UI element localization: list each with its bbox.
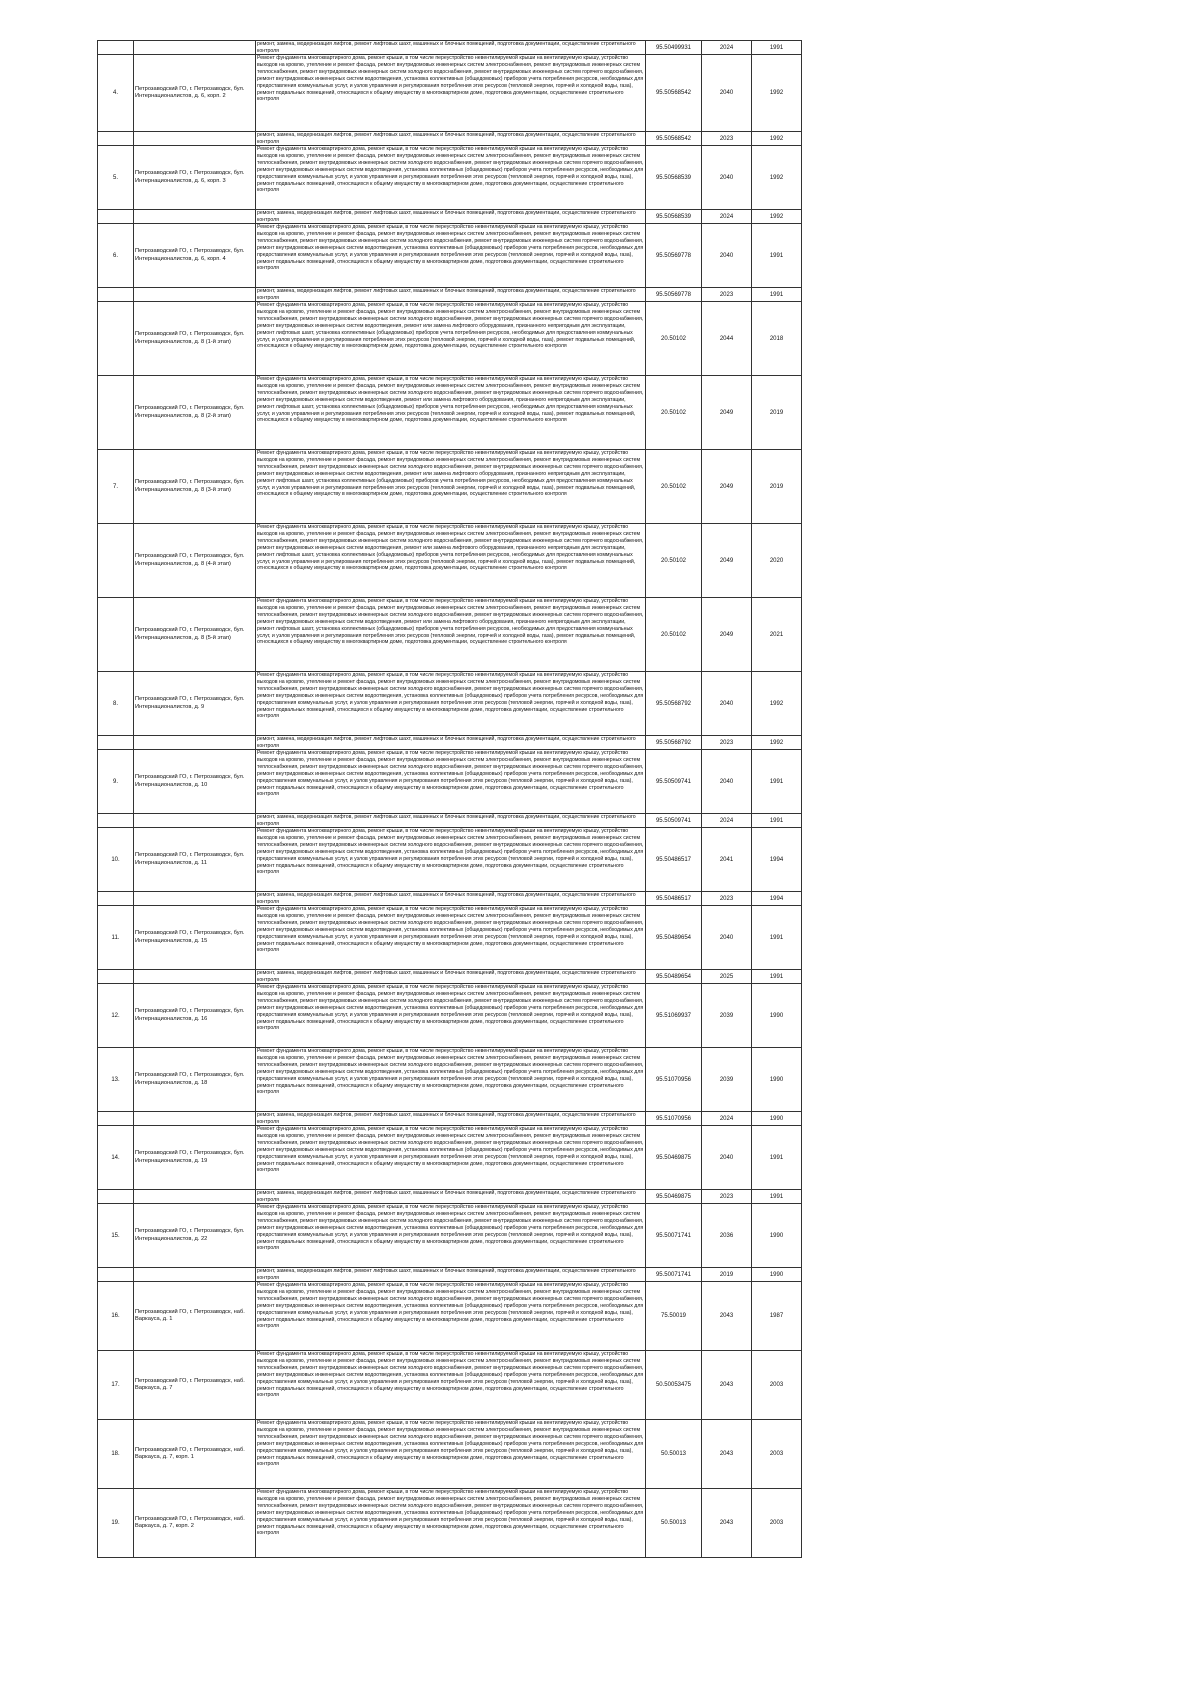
planned-year-cell: 2023 — [702, 1190, 752, 1204]
build-year-cell: 1991 — [752, 288, 802, 302]
row-number-cell: 19. — [98, 1489, 134, 1558]
planned-year-cell: 2023 — [702, 892, 752, 906]
table-row — [98, 1112, 802, 1126]
works-description-text: Ремонт фундамента многоквартирного дома, ремонт крыши, в том числе переустройство невентилируемой крыши на вентилируемую крышу, устройство выходов на кровлю, утепление и ремонт фасада, ремонт внутридомовых инженерных систем электроснабжения, ремонт внутридомовых инженерных систем теплоснабжения, ремонт внутридомовых инженерных систем холодного водоснабжения, ремонт внутридомовых инженерных систем горячего водоснабжения, ремонт внутридомовых инженерных систем водоотведения, ремонт или замена лифтового оборудования, признанного непригодным для эксплуатации, ремонт лифтовых шахт, установка коллективных (общедомовых) приборов учета потребления ресурсов, необходимых для предоставления коммунальных услуг, и узлов управления и регулирования потребления этих ресурсов (тепловой энергии, горячей и холодной воды, газа), ремонт подвальных помещений, относящихся к общему имуществу в многоквартирном доме, подготовка документации, осуществление строительного контроля — [257, 524, 644, 572]
works-description-cell — [256, 1112, 646, 1126]
row-number-cell: 13. — [98, 1048, 134, 1112]
table-row — [98, 146, 802, 210]
works-description-text: Ремонт фундамента многоквартирного дома, ремонт крыши, в том числе переустройство невентилируемой крыши на вентилируемую крышу, устройство выходов на кровлю, утепление и ремонт фасада, ремонт внутридомовых инженерных систем электроснабжения, ремонт внутридомовых инженерных систем теплоснабжения, ремонт внутридомовых инженерных систем холодного водоснабжения, ремонт внутридомовых инженерных систем горячего водоснабжения, ремонт внутридомовых инженерных систем водоотведения, установка коллективных (общедомовых) приборов учета потребления ресурсов, необходимых для предоставления коммунальных услуг, и узлов управления и регулирования потребления этих ресурсов (тепловой энергии, горячей и холодной воды, газа), ремонт подвальных помещений, относящихся к общему имуществу в многоквартирном доме, подготовка документации, осуществление строительного контроля — [257, 55, 644, 103]
planned-year-cell: 2023 — [702, 736, 752, 750]
row-number-cell: 5. — [98, 146, 134, 210]
row-number-cell — [98, 1112, 134, 1126]
planned-year-cell: 2039 — [702, 984, 752, 1048]
works-description-cell — [256, 224, 646, 288]
planned-year-cell: 2043 — [702, 1420, 752, 1489]
row-number-cell — [98, 814, 134, 828]
table-row — [98, 450, 802, 524]
house-code-cell: 95.50568792 — [646, 736, 702, 750]
planned-year-cell: 2041 — [702, 828, 752, 892]
works-description-cell — [256, 288, 646, 302]
works-description-cell — [256, 1282, 646, 1351]
works-description-cell — [256, 302, 646, 376]
works-description-text: Ремонт фундамента многоквартирного дома, ремонт крыши, в том числе переустройство невентилируемой крыши на вентилируемую крышу, устройство выходов на кровлю, утепление и ремонт фасада, ремонт внутридомовых инженерных систем электроснабжения, ремонт внутридомовых инженерных систем теплоснабжения, ремонт внутридомовых инженерных систем холодного водоснабжения, ремонт внутридомовых инженерных систем горячего водоснабжения, ремонт внутридомовых инженерных систем водоотведения, установка коллективных (общедомовых) приборов учета потребления ресурсов, необходимых для предоставления коммунальных услуг, и узлов управления и регулирования потребления этих ресурсов (тепловой энергии, горячей и холодной воды, газа), ремонт подвальных помещений, относящихся к общему имуществу в многоквартирном доме, подготовка документации, осуществление строительного контроля — [257, 906, 644, 954]
works-description-text: Ремонт фундамента многоквартирного дома, ремонт крыши, в том числе переустройство невентилируемой крыши на вентилируемую крышу, устройство выходов на кровлю, утепление и ремонт фасада, ремонт внутридомовых инженерных систем электроснабжения, ремонт внутридомовых инженерных систем теплоснабжения, ремонт внутридомовых инженерных систем холодного водоснабжения, ремонт внутридомовых инженерных систем горячего водоснабжения, ремонт внутридомовых инженерных систем водоотведения, установка коллективных (общедомовых) приборов учета потребления ресурсов, необходимых для предоставления коммунальных услуг, и узлов управления и регулирования потребления этих ресурсов (тепловой энергии, горячей и холодной воды, газа), ремонт подвальных помещений, относящихся к общему имуществу в многоквартирном доме, подготовка документации, осуществление строительного контроля — [257, 224, 644, 272]
works-description-cell — [256, 450, 646, 524]
row-number-cell: 15. — [98, 1204, 134, 1268]
address-cell: Петрозаводский ГО, г. Петрозаводск, бул. Интернационалистов, д. 8 (2-й этап) — [134, 376, 256, 450]
works-description-cell — [256, 1489, 646, 1558]
build-year-cell: 1992 — [752, 146, 802, 210]
planned-year-cell: 2049 — [702, 598, 752, 672]
row-number-cell — [98, 210, 134, 224]
address-cell — [134, 970, 256, 984]
works-description-cell — [256, 1126, 646, 1190]
planned-year-cell: 2040 — [702, 750, 752, 814]
row-number-cell — [98, 132, 134, 146]
address-cell: Петрозаводский ГО, г. Петрозаводск, бул. Интернационалистов, д. 22 — [134, 1204, 256, 1268]
address-cell: Петрозаводский ГО, г. Петрозаводск, наб. Варкауса, д. 7, корп. 1 — [134, 1420, 256, 1489]
works-description-text: ремонт, замена, модернизация лифтов, ремонт лифтовых шахт, машинных и блочных помещений, подготовка документации, осуществление строительного контроля — [257, 814, 636, 826]
house-code-cell: 95.50568542 — [646, 55, 702, 132]
planned-year-cell: 2043 — [702, 1282, 752, 1351]
build-year-cell: 1992 — [752, 132, 802, 146]
works-description-cell — [256, 1190, 646, 1204]
house-code-cell: 95.51070956 — [646, 1048, 702, 1112]
works-description-cell — [256, 524, 646, 598]
row-number-cell: 7. — [98, 450, 134, 524]
build-year-cell: 1991 — [752, 1190, 802, 1204]
build-year-cell: 2019 — [752, 450, 802, 524]
address-cell: Петрозаводский ГО, г. Петрозаводск, бул. Интернационалистов, д. 8 (1-й этап) — [134, 302, 256, 376]
works-description-text: Ремонт фундамента многоквартирного дома, ремонт крыши, в том числе переустройство невентилируемой крыши на вентилируемую крышу, устройство выходов на кровлю, утепление и ремонт фасада, ремонт внутридомовых инженерных систем электроснабжения, ремонт внутридомовых инженерных систем теплоснабжения, ремонт внутридомовых инженерных систем холодного водоснабжения, ремонт внутридомовых инженерных систем горячего водоснабжения, ремонт внутридомовых инженерных систем водоотведения, установка коллективных (общедомовых) приборов учета потребления ресурсов, необходимых для предоставления коммунальных услуг, и узлов управления и регулирования потребления этих ресурсов (тепловой энергии, горячей и холодной воды, газа), ремонт подвальных помещений, относящихся к общему имуществу в многоквартирном доме, подготовка документации, осуществление строительного контроля — [257, 1351, 644, 1399]
build-year-cell: 1990 — [752, 1112, 802, 1126]
works-description-text: Ремонт фундамента многоквартирного дома, ремонт крыши, в том числе переустройство невентилируемой крыши на вентилируемую крышу, устройство выходов на кровлю, утепление и ремонт фасада, ремонт внутридомовых инженерных систем электроснабжения, ремонт внутридомовых инженерных систем теплоснабжения, ремонт внутридомовых инженерных систем холодного водоснабжения, ремонт внутридомовых инженерных систем горячего водоснабжения, ремонт внутридомовых инженерных систем водоотведения, установка коллективных (общедомовых) приборов учета потребления ресурсов, необходимых для предоставления коммунальных услуг, и узлов управления и регулирования потребления этих ресурсов (тепловой энергии, горячей и холодной воды, газа), ремонт подвальных помещений, относящихся к общему имуществу в многоквартирном доме, подготовка документации, осуществление строительного контроля — [257, 1282, 644, 1330]
works-description-cell — [256, 1420, 646, 1489]
house-code-cell: 95.50568539 — [646, 210, 702, 224]
works-description-text: Ремонт фундамента многоквартирного дома, ремонт крыши, в том числе переустройство невентилируемой крыши на вентилируемую крышу, устройство выходов на кровлю, утепление и ремонт фасада, ремонт внутридомовых инженерных систем электроснабжения, ремонт внутридомовых инженерных систем теплоснабжения, ремонт внутридомовых инженерных систем холодного водоснабжения, ремонт внутридомовых инженерных систем горячего водоснабжения, ремонт внутридомовых инженерных систем водоотведения, установка коллективных (общедомовых) приборов учета потребления ресурсов, необходимых для предоставления коммунальных услуг, и узлов управления и регулирования потребления этих ресурсов (тепловой энергии, горячей и холодной воды, газа), ремонт подвальных помещений, относящихся к общему имуществу в многоквартирном доме, подготовка документации, осуществление строительного контроля — [257, 1126, 644, 1174]
works-description-text: Ремонт фундамента многоквартирного дома, ремонт крыши, в том числе переустройство невентилируемой крыши на вентилируемую крышу, устройство выходов на кровлю, утепление и ремонт фасада, ремонт внутридомовых инженерных систем электроснабжения, ремонт внутридомовых инженерных систем теплоснабжения, ремонт внутридомовых инженерных систем холодного водоснабжения, ремонт внутридомовых инженерных систем горячего водоснабжения, ремонт внутридомовых инженерных систем водоотведения, установка коллективных (общедомовых) приборов учета потребления ресурсов, необходимых для предоставления коммунальных услуг, и узлов управления и регулирования потребления этих ресурсов (тепловой энергии, горячей и холодной воды, газа), ремонт подвальных помещений, относящихся к общему имуществу в многоквартирном доме, подготовка документации, осуществление строительного контроля — [257, 1204, 644, 1252]
row-number-cell — [98, 970, 134, 984]
address-cell: Петрозаводский ГО, г. Петрозаводск, наб. Варкауса, д. 7 — [134, 1351, 256, 1420]
works-description-text: Ремонт фундамента многоквартирного дома, ремонт крыши, в том числе переустройство невентилируемой крыши на вентилируемую крышу, устройство выходов на кровлю, утепление и ремонт фасада, ремонт внутридомовых инженерных систем электроснабжения, ремонт внутридомовых инженерных систем теплоснабжения, ремонт внутридомовых инженерных систем холодного водоснабжения, ремонт внутридомовых инженерных систем горячего водоснабжения, ремонт внутридомовых инженерных систем водоотведения, ремонт или замена лифтового оборудования, признанного непригодным для эксплуатации, ремонт лифтовых шахт, установка коллективных (общедомовых) приборов учета потребления ресурсов, необходимых для предоставления коммунальных услуг, и узлов управления и регулирования потребления этих ресурсов (тепловой энергии, горячей и холодной воды, газа), ремонт подвальных помещений, относящихся к общему имуществу в многоквартирном доме, подготовка документации, осуществление строительного контроля — [257, 302, 644, 350]
planned-year-cell: 2040 — [702, 906, 752, 970]
works-description-text: Ремонт фундамента многоквартирного дома, ремонт крыши, в том числе переустройство невентилируемой крыши на вентилируемую крышу, устройство выходов на кровлю, утепление и ремонт фасада, ремонт внутридомовых инженерных систем электроснабжения, ремонт внутридомовых инженерных систем теплоснабжения, ремонт внутридомовых инженерных систем холодного водоснабжения, ремонт внутридомовых инженерных систем горячего водоснабжения, ремонт внутридомовых инженерных систем водоотведения, установка коллективных (общедомовых) приборов учета потребления ресурсов, необходимых для предоставления коммунальных услуг, и узлов управления и регулирования потребления этих ресурсов (тепловой энергии, горячей и холодной воды, газа), ремонт подвальных помещений, относящихся к общему имуществу в многоквартирном доме, подготовка документации, осуществление строительного контроля — [257, 672, 644, 720]
table-row — [98, 524, 802, 598]
build-year-cell: 1992 — [752, 672, 802, 736]
address-cell — [134, 132, 256, 146]
works-description-text: Ремонт фундамента многоквартирного дома, ремонт крыши, в том числе переустройство невентилируемой крыши на вентилируемую крышу, устройство выходов на кровлю, утепление и ремонт фасада, ремонт внутридомовых инженерных систем электроснабжения, ремонт внутридомовых инженерных систем теплоснабжения, ремонт внутридомовых инженерных систем холодного водоснабжения, ремонт внутридомовых инженерных систем горячего водоснабжения, ремонт внутридомовых инженерных систем водоотведения, установка коллективных (общедомовых) приборов учета потребления ресурсов, необходимых для предоставления коммунальных услуг, и узлов управления и регулирования потребления этих ресурсов (тепловой энергии, горячей и холодной воды, газа), ремонт подвальных помещений, относящихся к общему имуществу в многоквартирном доме, подготовка документации, осуществление строительного контроля — [257, 828, 644, 876]
house-code-cell: 95.50486517 — [646, 828, 702, 892]
works-description-cell — [256, 814, 646, 828]
address-cell — [134, 1190, 256, 1204]
planned-year-cell: 2040 — [702, 146, 752, 210]
works-description-text: ремонт, замена, модернизация лифтов, ремонт лифтовых шахт, машинных и блочных помещений, подготовка документации, осуществление строительного контроля — [257, 892, 636, 904]
table-row — [98, 970, 802, 984]
planned-year-cell: 2040 — [702, 1126, 752, 1190]
table-row — [98, 1282, 802, 1351]
address-cell: Петрозаводский ГО, г. Петрозаводск, наб. Варкауса, д. 1 — [134, 1282, 256, 1351]
house-code-cell: 95.50509741 — [646, 750, 702, 814]
row-number-cell — [98, 288, 134, 302]
works-description-text: ремонт, замена, модернизация лифтов, ремонт лифтовых шахт, машинных и блочных помещений, подготовка документации, осуществление строительного контроля — [257, 1112, 636, 1124]
house-code-cell: 95.50568792 — [646, 672, 702, 736]
works-description-cell — [256, 736, 646, 750]
planned-year-cell: 2043 — [702, 1489, 752, 1558]
table-row — [98, 376, 802, 450]
works-description-text: ремонт, замена, модернизация лифтов, ремонт лифтовых шахт, машинных и блочных помещений, подготовка документации, осуществление строительного контроля — [257, 970, 636, 982]
planned-year-cell: 2024 — [702, 210, 752, 224]
build-year-cell: 1992 — [752, 210, 802, 224]
works-description-text: Ремонт фундамента многоквартирного дома, ремонт крыши, в том числе переустройство невентилируемой крыши на вентилируемую крышу, устройство выходов на кровлю, утепление и ремонт фасада, ремонт внутридомовых инженерных систем электроснабжения, ремонт внутридомовых инженерных систем теплоснабжения, ремонт внутридомовых инженерных систем холодного водоснабжения, ремонт внутридомовых инженерных систем горячего водоснабжения, ремонт внутридомовых инженерных систем водоотведения, установка коллективных (общедомовых) приборов учета потребления ресурсов, необходимых для предоставления коммунальных услуг, и узлов управления и регулирования потребления этих ресурсов (тепловой энергии, горячей и холодной воды, газа), ремонт подвальных помещений, относящихся к общему имуществу в многоквартирном доме, подготовка документации, осуществление строительного контроля — [257, 1048, 644, 1096]
planned-year-cell: 2023 — [702, 132, 752, 146]
address-cell — [134, 814, 256, 828]
house-code-cell: 50.50013 — [646, 1420, 702, 1489]
works-description-cell — [256, 132, 646, 146]
works-description-cell — [256, 672, 646, 736]
address-cell: Петрозаводский ГО, г. Петрозаводск, бул. Интернационалистов, д. 8 (4-й этап) — [134, 524, 256, 598]
row-number-cell: 16. — [98, 1282, 134, 1351]
house-code-cell: 20.50102 — [646, 450, 702, 524]
house-code-cell: 95.50568542 — [646, 132, 702, 146]
build-year-cell: 1991 — [752, 906, 802, 970]
build-year-cell: 1990 — [752, 984, 802, 1048]
works-description-text: Ремонт фундамента многоквартирного дома, ремонт крыши, в том числе переустройство невентилируемой крыши на вентилируемую крышу, устройство выходов на кровлю, утепление и ремонт фасада, ремонт внутридомовых инженерных систем электроснабжения, ремонт внутридомовых инженерных систем теплоснабжения, ремонт внутридомовых инженерных систем холодного водоснабжения, ремонт внутридомовых инженерных систем горячего водоснабжения, ремонт внутридомовых инженерных систем водоотведения, установка коллективных (общедомовых) приборов учета потребления ресурсов, необходимых для предоставления коммунальных услуг, и узлов управления и регулирования потребления этих ресурсов (тепловой энергии, горячей и холодной воды, газа), ремонт подвальных помещений, относящихся к общему имуществу в многоквартирном доме, подготовка документации, осуществление строительного контроля — [257, 984, 644, 1032]
works-description-text: Ремонт фундамента многоквартирного дома, ремонт крыши, в том числе переустройство невентилируемой крыши на вентилируемую крышу, устройство выходов на кровлю, утепление и ремонт фасада, ремонт внутридомовых инженерных систем электроснабжения, ремонт внутридомовых инженерных систем теплоснабжения, ремонт внутридомовых инженерных систем холодного водоснабжения, ремонт внутридомовых инженерных систем горячего водоснабжения, ремонт внутридомовых инженерных систем водоотведения, ремонт или замена лифтового оборудования, признанного непригодным для эксплуатации, ремонт лифтовых шахт, установка коллективных (общедомовых) приборов учета потребления ресурсов, необходимых для предоставления коммунальных услуг, и узлов управления и регулирования потребления этих ресурсов (тепловой энергии, горячей и холодной воды, газа), ремонт подвальных помещений, относящихся к общему имуществу в многоквартирном доме, подготовка документации, осуществление строительного контроля — [257, 450, 644, 498]
row-number-cell: 9. — [98, 750, 134, 814]
build-year-cell: 1990 — [752, 1048, 802, 1112]
address-cell — [134, 1268, 256, 1282]
build-year-cell: 1990 — [752, 1268, 802, 1282]
row-number-cell: 6. — [98, 224, 134, 288]
address-cell: Петрозаводский ГО, г. Петрозаводск, бул. Интернационалистов, д. 6, корп. 3 — [134, 146, 256, 210]
works-description-cell — [256, 892, 646, 906]
table-row — [98, 736, 802, 750]
build-year-cell: 1991 — [752, 224, 802, 288]
row-number-cell: 17. — [98, 1351, 134, 1420]
planned-year-cell: 2023 — [702, 288, 752, 302]
planned-year-cell: 2044 — [702, 302, 752, 376]
planned-year-cell: 2024 — [702, 1112, 752, 1126]
table-row — [98, 814, 802, 828]
address-cell: Петрозаводский ГО, г. Петрозаводск, наб. Варкауса, д. 7, корп. 2 — [134, 1489, 256, 1558]
build-year-cell: 1987 — [752, 1282, 802, 1351]
address-cell: Петрозаводский ГО, г. Петрозаводск, бул. Интернационалистов, д. 18 — [134, 1048, 256, 1112]
build-year-cell: 2021 — [752, 598, 802, 672]
table-row — [98, 672, 802, 736]
works-description-text: ремонт, замена, модернизация лифтов, ремонт лифтовых шахт, машинных и блочных помещений, подготовка документации, осуществление строительного контроля — [257, 132, 636, 144]
works-description-cell — [256, 598, 646, 672]
works-description-text: ремонт, замена, модернизация лифтов, ремонт лифтовых шахт, машинных и блочных помещений, подготовка документации, осуществление строительного контроля — [257, 41, 636, 53]
works-description-cell — [256, 376, 646, 450]
planned-year-cell: 2025 — [702, 970, 752, 984]
table-row — [98, 598, 802, 672]
works-description-cell — [256, 750, 646, 814]
row-number-cell: 10. — [98, 828, 134, 892]
build-year-cell: 2019 — [752, 376, 802, 450]
planned-year-cell: 2039 — [702, 1048, 752, 1112]
row-number-cell — [98, 892, 134, 906]
works-description-text: Ремонт фундамента многоквартирного дома, ремонт крыши, в том числе переустройство невентилируемой крыши на вентилируемую крышу, устройство выходов на кровлю, утепление и ремонт фасада, ремонт внутридомовых инженерных систем электроснабжения, ремонт внутридомовых инженерных систем теплоснабжения, ремонт внутридомовых инженерных систем холодного водоснабжения, ремонт внутридомовых инженерных систем горячего водоснабжения, ремонт внутридомовых инженерных систем водоотведения, ремонт или замена лифтового оборудования, признанного непригодным для эксплуатации, ремонт лифтовых шахт, установка коллективных (общедомовых) приборов учета потребления ресурсов, необходимых для предоставления коммунальных услуг, и узлов управления и регулирования потребления этих ресурсов (тепловой энергии, горячей и холодной воды, газа), ремонт подвальных помещений, относящихся к общему имуществу в многоквартирном доме, подготовка документации, осуществление строительного контроля — [257, 598, 644, 646]
build-year-cell: 1994 — [752, 892, 802, 906]
house-code-cell: 95.50486517 — [646, 892, 702, 906]
row-number-cell — [98, 736, 134, 750]
address-cell: Петрозаводский ГО, г. Петрозаводск, бул. Интернационалистов, д. 10 — [134, 750, 256, 814]
works-description-cell — [256, 146, 646, 210]
row-number-cell — [98, 1268, 134, 1282]
address-cell: Петрозаводский ГО, г. Петрозаводск, бул. Интернационалистов, д. 16 — [134, 984, 256, 1048]
build-year-cell: 2003 — [752, 1489, 802, 1558]
table-row — [98, 1048, 802, 1112]
house-code-cell: 95.50569778 — [646, 224, 702, 288]
table-row — [98, 302, 802, 376]
table-row — [98, 41, 802, 55]
house-code-cell: 20.50102 — [646, 302, 702, 376]
row-number-cell — [98, 1190, 134, 1204]
table-row — [98, 1126, 802, 1190]
table-row — [98, 1489, 802, 1558]
works-description-cell — [256, 1351, 646, 1420]
works-description-text: Ремонт фундамента многоквартирного дома, ремонт крыши, в том числе переустройство невентилируемой крыши на вентилируемую крышу, устройство выходов на кровлю, утепление и ремонт фасада, ремонт внутридомовых инженерных систем электроснабжения, ремонт внутридомовых инженерных систем теплоснабжения, ремонт внутридомовых инженерных систем холодного водоснабжения, ремонт внутридомовых инженерных систем горячего водоснабжения, ремонт внутридомовых инженерных систем водоотведения, установка коллективных (общедомовых) приборов учета потребления ресурсов, необходимых для предоставления коммунальных услуг, и узлов управления и регулирования потребления этих ресурсов (тепловой энергии, горячей и холодной воды, газа), ремонт подвальных помещений, относящихся к общему имуществу в многоквартирном доме, подготовка документации, осуществление строительного контроля — [257, 750, 644, 798]
address-cell: Петрозаводский ГО, г. Петрозаводск, бул. Интернационалистов, д. 15 — [134, 906, 256, 970]
works-description-text: Ремонт фундамента многоквартирного дома, ремонт крыши, в том числе переустройство невентилируемой крыши на вентилируемую крышу, устройство выходов на кровлю, утепление и ремонт фасада, ремонт внутридомовых инженерных систем электроснабжения, ремонт внутридомовых инженерных систем теплоснабжения, ремонт внутридомовых инженерных систем холодного водоснабжения, ремонт внутридомовых инженерных систем горячего водоснабжения, ремонт внутридомовых инженерных систем водоотведения, установка коллективных (общедомовых) приборов учета потребления ресурсов, необходимых для предоставления коммунальных услуг, и узлов управления и регулирования потребления этих ресурсов (тепловой энергии, горячей и холодной воды, газа), ремонт подвальных помещений, относящихся к общему имуществу в многоквартирном доме, подготовка документации, осуществление строительного контроля — [257, 1420, 644, 1468]
build-year-cell: 2003 — [752, 1420, 802, 1489]
house-code-cell: 95.50071741 — [646, 1268, 702, 1282]
row-number-cell — [98, 598, 134, 672]
build-year-cell: 2020 — [752, 524, 802, 598]
table-row — [98, 1351, 802, 1420]
house-code-cell: 95.50071741 — [646, 1204, 702, 1268]
works-description-cell — [256, 970, 646, 984]
works-description-cell — [256, 906, 646, 970]
row-number-cell — [98, 524, 134, 598]
planned-year-cell: 2036 — [702, 1204, 752, 1268]
address-cell: Петрозаводский ГО, г. Петрозаводск, бул. Интернационалистов, д. 6, корп. 2 — [134, 55, 256, 132]
works-description-cell — [256, 1048, 646, 1112]
address-cell — [134, 1112, 256, 1126]
planned-year-cell: 2024 — [702, 814, 752, 828]
house-code-cell: 95.51069937 — [646, 984, 702, 1048]
house-code-cell: 20.50102 — [646, 524, 702, 598]
works-description-text: ремонт, замена, модернизация лифтов, ремонт лифтовых шахт, машинных и блочных помещений, подготовка документации, осуществление строительного контроля — [257, 1268, 636, 1280]
house-code-cell: 20.50102 — [646, 376, 702, 450]
works-description-text: ремонт, замена, модернизация лифтов, ремонт лифтовых шахт, машинных и блочных помещений, подготовка документации, осуществление строительного контроля — [257, 736, 636, 748]
table-row — [98, 906, 802, 970]
works-description-text: ремонт, замена, модернизация лифтов, ремонт лифтовых шахт, машинных и блочных помещений, подготовка документации, осуществление строительного контроля — [257, 288, 636, 300]
house-code-cell: 95.50489654 — [646, 970, 702, 984]
table-row — [98, 132, 802, 146]
house-code-cell: 95.50568539 — [646, 146, 702, 210]
row-number-cell: 12. — [98, 984, 134, 1048]
works-description-text: Ремонт фундамента многоквартирного дома, ремонт крыши, в том числе переустройство невентилируемой крыши на вентилируемую крышу, устройство выходов на кровлю, утепление и ремонт фасада, ремонт внутридомовых инженерных систем электроснабжения, ремонт внутридомовых инженерных систем теплоснабжения, ремонт внутридомовых инженерных систем холодного водоснабжения, ремонт внутридомовых инженерных систем горячего водоснабжения, ремонт внутридомовых инженерных систем водоотведения, установка коллективных (общедомовых) приборов учета потребления ресурсов, необходимых для предоставления коммунальных услуг, и узлов управления и регулирования потребления этих ресурсов (тепловой энергии, горячей и холодной воды, газа), ремонт подвальных помещений, относящихся к общему имуществу в многоквартирном доме, подготовка документации, осуществление строительного контроля — [257, 1489, 644, 1537]
table-row — [98, 224, 802, 288]
house-code-cell: 75.50019 — [646, 1282, 702, 1351]
planned-year-cell: 2019 — [702, 1268, 752, 1282]
house-code-cell: 20.50102 — [646, 598, 702, 672]
row-number-cell: 11. — [98, 906, 134, 970]
address-cell — [134, 892, 256, 906]
table-row — [98, 1420, 802, 1489]
table-row — [98, 984, 802, 1048]
house-code-cell: 95.51070956 — [646, 1112, 702, 1126]
house-code-cell: 50.50053475 — [646, 1351, 702, 1420]
address-cell: Петрозаводский ГО, г. Петрозаводск, бул. Интернационалистов, д. 11 — [134, 828, 256, 892]
row-number-cell — [98, 302, 134, 376]
address-cell: Петрозаводский ГО, г. Петрозаводск, бул. Интернационалистов, д. 9 — [134, 672, 256, 736]
address-cell: Петрозаводский ГО, г. Петрозаводск, бул. Интернационалистов, д. 8 (3-й этап) — [134, 450, 256, 524]
table-row — [98, 828, 802, 892]
works-description-cell — [256, 1204, 646, 1268]
planned-year-cell: 2049 — [702, 376, 752, 450]
planned-year-cell: 2024 — [702, 41, 752, 55]
address-cell: Петрозаводский ГО, г. Петрозаводск, бул. Интернационалистов, д. 8 (5-й этап) — [134, 598, 256, 672]
row-number-cell — [98, 41, 134, 55]
works-description-text: ремонт, замена, модернизация лифтов, ремонт лифтовых шахт, машинных и блочных помещений, подготовка документации, осуществление строительного контроля — [257, 210, 636, 222]
row-number-cell: 18. — [98, 1420, 134, 1489]
house-code-cell: 95.50509741 — [646, 814, 702, 828]
build-year-cell: 2018 — [752, 302, 802, 376]
address-cell: Петрозаводский ГО, г. Петрозаводск, бул. Интернационалистов, д. 6, корп. 4 — [134, 224, 256, 288]
table-row — [98, 55, 802, 132]
capital-repair-table — [97, 40, 802, 1558]
works-description-cell — [256, 55, 646, 132]
works-description-cell — [256, 984, 646, 1048]
planned-year-cell: 2040 — [702, 224, 752, 288]
house-code-cell: 50.50013 — [646, 1489, 702, 1558]
build-year-cell: 1991 — [752, 970, 802, 984]
build-year-cell: 1990 — [752, 1204, 802, 1268]
row-number-cell: 4. — [98, 55, 134, 132]
build-year-cell: 1991 — [752, 814, 802, 828]
address-cell: Петрозаводский ГО, г. Петрозаводск, бул. Интернационалистов, д. 19 — [134, 1126, 256, 1190]
works-description-text: Ремонт фундамента многоквартирного дома, ремонт крыши, в том числе переустройство невентилируемой крыши на вентилируемую крышу, устройство выходов на кровлю, утепление и ремонт фасада, ремонт внутридомовых инженерных систем электроснабжения, ремонт внутридомовых инженерных систем теплоснабжения, ремонт внутридомовых инженерных систем холодного водоснабжения, ремонт внутридомовых инженерных систем горячего водоснабжения, ремонт внутридомовых инженерных систем водоотведения, установка коллективных (общедомовых) приборов учета потребления ресурсов, необходимых для предоставления коммунальных услуг, и узлов управления и регулирования потребления этих ресурсов (тепловой энергии, горячей и холодной воды, газа), ремонт подвальных помещений, относящихся к общему имуществу в многоквартирном доме, подготовка документации, осуществление строительного контроля — [257, 146, 644, 194]
house-code-cell: 95.50469875 — [646, 1190, 702, 1204]
row-number-cell: 8. — [98, 672, 134, 736]
address-cell — [134, 288, 256, 302]
build-year-cell: 1991 — [752, 1126, 802, 1190]
works-description-cell — [256, 1268, 646, 1282]
table-row — [98, 1190, 802, 1204]
house-code-cell: 95.50569778 — [646, 288, 702, 302]
house-code-cell: 95.50499931 — [646, 41, 702, 55]
planned-year-cell: 2049 — [702, 524, 752, 598]
house-code-cell: 95.50489654 — [646, 906, 702, 970]
table-row — [98, 288, 802, 302]
address-cell — [134, 41, 256, 55]
planned-year-cell: 2049 — [702, 450, 752, 524]
address-cell — [134, 210, 256, 224]
planned-year-cell: 2043 — [702, 1351, 752, 1420]
works-description-text: ремонт, замена, модернизация лифтов, ремонт лифтовых шахт, машинных и блочных помещений, подготовка документации, осуществление строительного контроля — [257, 1190, 636, 1202]
house-code-cell: 95.50469875 — [646, 1126, 702, 1190]
row-number-cell: 14. — [98, 1126, 134, 1190]
build-year-cell: 2003 — [752, 1351, 802, 1420]
build-year-cell: 1994 — [752, 828, 802, 892]
build-year-cell: 1991 — [752, 750, 802, 814]
works-description-cell — [256, 828, 646, 892]
works-description-cell — [256, 41, 646, 55]
planned-year-cell: 2040 — [702, 55, 752, 132]
row-number-cell — [98, 376, 134, 450]
table-row — [98, 892, 802, 906]
table-row — [98, 1268, 802, 1282]
works-description-text: Ремонт фундамента многоквартирного дома, ремонт крыши, в том числе переустройство невентилируемой крыши на вентилируемую крышу, устройство выходов на кровлю, утепление и ремонт фасада, ремонт внутридомовых инженерных систем электроснабжения, ремонт внутридомовых инженерных систем теплоснабжения, ремонт внутридомовых инженерных систем холодного водоснабжения, ремонт внутридомовых инженерных систем горячего водоснабжения, ремонт внутридомовых инженерных систем водоотведения, ремонт или замена лифтового оборудования, признанного непригодным для эксплуатации, ремонт лифтовых шахт, установка коллективных (общедомовых) приборов учета потребления ресурсов, необходимых для предоставления коммунальных услуг, и узлов управления и регулирования потребления этих ресурсов (тепловой энергии, горячей и холодной воды, газа), ремонт подвальных помещений, относящихся к общему имуществу в многоквартирном доме, подготовка документации, осуществление строительного контроля — [257, 376, 644, 424]
works-description-cell — [256, 210, 646, 224]
planned-year-cell: 2040 — [702, 672, 752, 736]
table-row — [98, 1204, 802, 1268]
build-year-cell: 1992 — [752, 736, 802, 750]
build-year-cell: 1992 — [752, 55, 802, 132]
build-year-cell: 1991 — [752, 41, 802, 55]
table-row — [98, 750, 802, 814]
table-row — [98, 210, 802, 224]
address-cell — [134, 736, 256, 750]
